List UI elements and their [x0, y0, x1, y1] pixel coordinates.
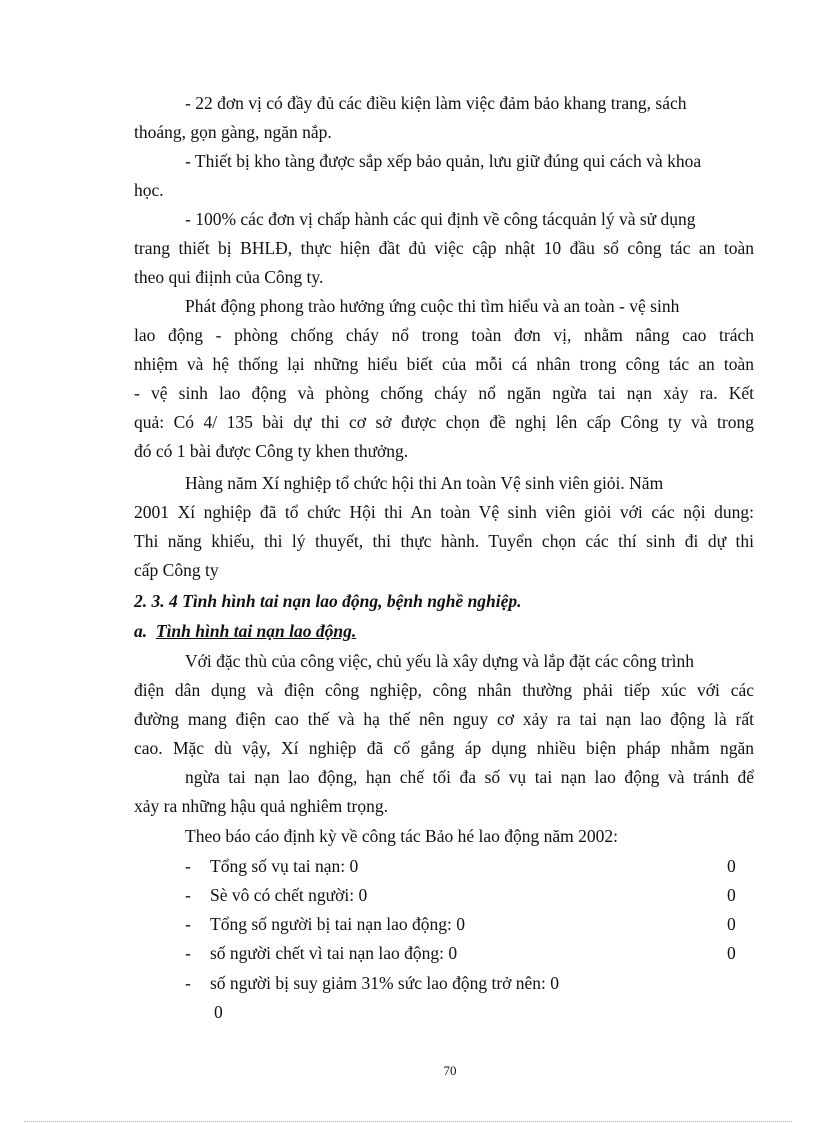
- stat-label: Tổng số vụ tai nạn: 0: [210, 856, 359, 876]
- section-heading: 2. 3. 4 Tình hình tai nạn lao động, bệnh nghề nghiệp.: [134, 591, 522, 611]
- subsection-letter: a.: [134, 621, 148, 641]
- stat-label: số người bị suy giảm 31% sức lao động trở nên: 0: [210, 973, 560, 993]
- para-4-line-3: nhiệm và hệ thống lại những hiểu biết của mỗi cá nhân trong công tác an toàn: [134, 354, 754, 374]
- stat-value: 0: [214, 1002, 223, 1022]
- para-2-line-1: - Thiết bị kho tàng được sắp xếp bảo quản, lưu giữ đúng qui cách và khoa: [185, 151, 702, 171]
- para-6-line-2: điện dân dụng và điện công nghiệp, công nhân thường phải tiếp xúc với các: [134, 680, 754, 700]
- para-1-line-2: thoáng, gọn gàng, ngăn nắp.: [134, 122, 332, 142]
- para-5-line-2: 2001 Xí nghiệp đã tổ chức Hội thi An toàn Vệ sinh viên giỏi với các nội dung:: [134, 502, 754, 522]
- stat-dash: -: [185, 914, 191, 934]
- stat-label: Sè vô có chết người: 0: [210, 885, 368, 905]
- para-1-line-1: - 22 đơn vị có đầy đủ các điều kiện làm việc đảm bảo khang trang, sách: [185, 93, 687, 113]
- subsection-heading: [134, 620, 356, 642]
- para-2-line-2: học.: [134, 180, 164, 200]
- para-6-line-4: cao. Mặc dù vậy, Xí nghiệp đã cố gắng áp dụng nhiều biện pháp nhằm ngăn: [134, 738, 754, 758]
- para-5-line-1: Hàng năm Xí nghiệp tổ chức hội thi An toàn Vệ sinh viên giỏi. Năm: [185, 473, 664, 493]
- stat-dash: -: [185, 885, 191, 905]
- stat-value: 0: [727, 914, 736, 934]
- stat-label: số người chết vì tai nạn lao động: 0: [210, 943, 458, 963]
- para-6-line-5: ngừa tai nạn lao động, hạn chế tối đa số vụ tai nạn lao động và tránh để: [185, 767, 754, 787]
- subsection-title: Tình hình tai nạn lao động.: [155, 621, 357, 641]
- para-4-line-4: - vệ sinh lao động và phòng chống cháy nổ ngăn ngừa tai nạn xảy ra. Kết: [134, 383, 754, 403]
- stat-value: 0: [727, 943, 736, 963]
- stat-dash: -: [185, 973, 191, 993]
- para-6-line-1: Với đặc thù của công việc, chủ yếu là xây dựng và lắp đặt các công trình: [185, 651, 695, 671]
- para-4-line-5: quả: Có 4/ 135 bài dự thi cơ sở được chọn đề nghị lên cấp Công ty và trong: [134, 412, 754, 432]
- para-6-line-3: đường mang điện cao thế và hạ thế nên nguy cơ xảy ra tai nạn lao động là rất: [134, 709, 754, 729]
- para-4-line-1: Phát động phong trào hưởng ứng cuộc thi tìm hiểu và an toàn - vệ sinh: [185, 296, 680, 316]
- page-bottom-divider: [24, 1121, 792, 1122]
- para-5-line-3: Thi năng khiếu, thi lý thuyết, thi thực hành. Tuyển chọn các thí sinh đi dự thi: [134, 531, 754, 551]
- para-3-line-1: - 100% các đơn vị chấp hành các qui định về công tácquản lý và sử dụng: [185, 209, 696, 229]
- stat-value: 0: [727, 856, 736, 876]
- para-3-line-3: theo qui điịnh của Công ty.: [134, 267, 324, 287]
- stat-value: 0: [727, 885, 736, 905]
- para-7-line-1: Theo báo cáo định kỳ về công tác Bảo hé lao động năm 2002:: [185, 826, 619, 846]
- stat-dash: -: [185, 856, 191, 876]
- stat-label: Tổng số người bị tai nạn lao động: 0: [210, 914, 465, 934]
- para-3-line-2: trang thiết bị BHLĐ, thực hiện đầt đủ việc cập nhật 10 đầu sổ công tác an toàn: [134, 238, 754, 258]
- page-number: 70: [443, 1063, 457, 1078]
- para-4-line-6: đó có 1 bài được Công ty khen thưởng.: [134, 441, 409, 461]
- stat-dash: -: [185, 943, 191, 963]
- para-5-line-4: cấp Công ty: [134, 560, 219, 580]
- para-4-line-2: lao động - phòng chống cháy nổ trong toàn đơn vị, nhằm nâng cao trách: [134, 325, 754, 345]
- para-6-line-6: xảy ra những hậu quả nghiêm trọng.: [134, 796, 388, 816]
